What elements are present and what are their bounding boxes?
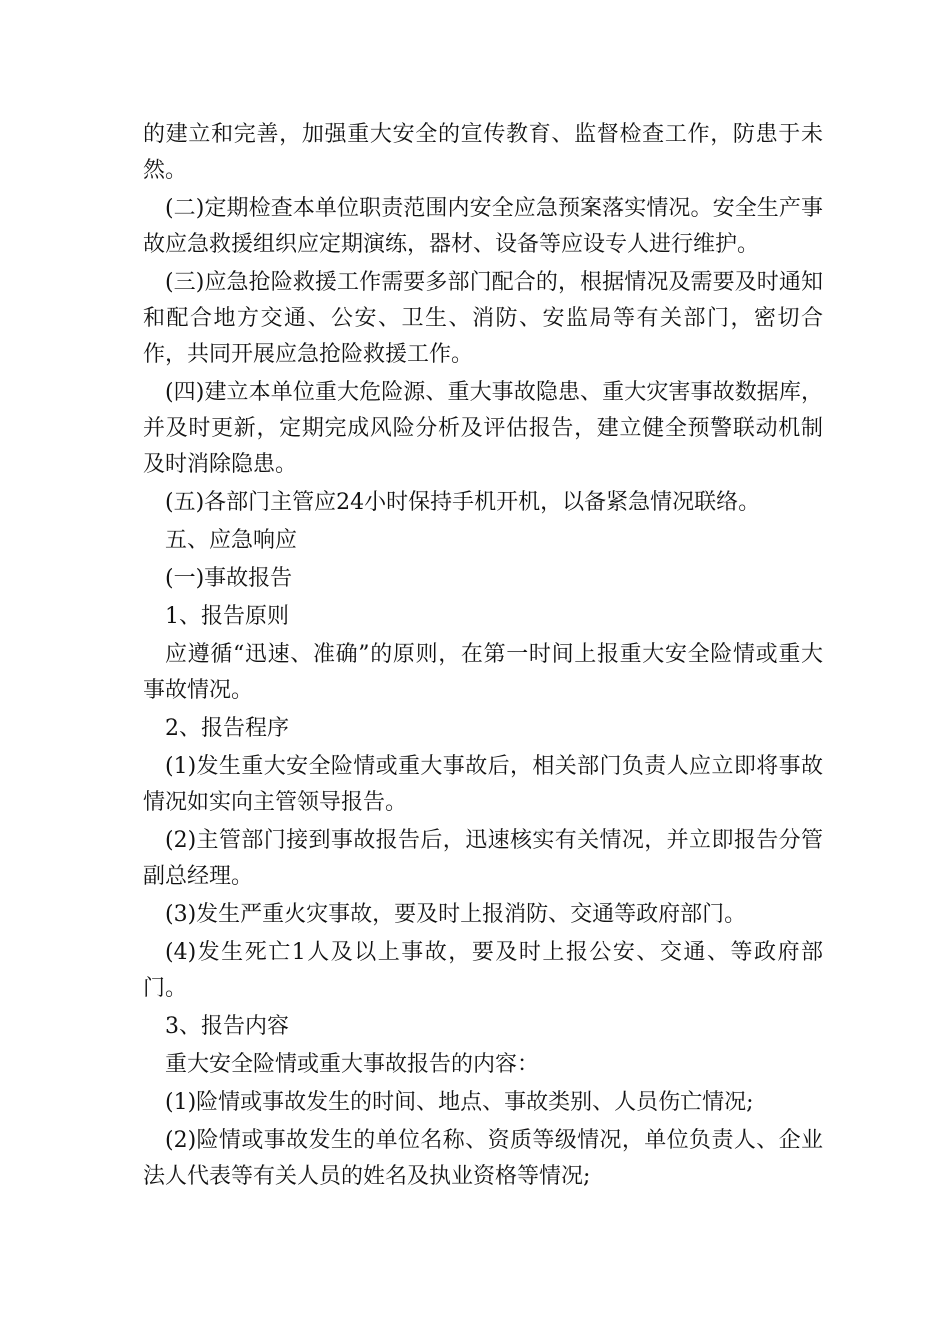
paragraph: 应遵循“迅速、准确”的原则，在第一时间上报重大安全险情或重大事故情况。 bbox=[143, 642, 823, 703]
paragraph: (三)应急抢险救援工作需要多部门配合的，根据情况及需要及时通知和配合地方交通、公安、卫生、消防、安监局等有关部门，密切合作，共同开展应急抢险救援工作。 bbox=[143, 270, 823, 367]
paragraph: (四)建立本单位重大危险源、重大事故隐患、重大灾害事故数据库，并及时更新，定期完成风险分析及评估报告，建立健全预警联动机制及时消除隐患。 bbox=[143, 380, 823, 477]
list-item: (1)险情或事故发生的时间、地点、事故类别、人员伤亡情况; bbox=[165, 1090, 754, 1115]
paragraph: 重大安全险情或重大事故报告的内容： bbox=[165, 1052, 540, 1077]
list-item: (1)发生重大安全险情或重大事故后，相关部门负责人应立即将事故情况如实向主管领导报告。 bbox=[143, 754, 823, 815]
list-item: (3)发生严重火灾事故，要及时上报消防、交通等政府部门。 bbox=[165, 902, 747, 927]
list-item: (2)主管部门接到事故报告后，迅速核实有关情况，并立即报告分管副总经理。 bbox=[143, 828, 823, 889]
subsection-heading: 1、报告原则 bbox=[165, 604, 289, 629]
list-item: (2)险情或事故发生的单位名称、资质等级情况，单位负责人、企业法人代表等有关人员的姓名及执业资格等情况; bbox=[143, 1128, 823, 1189]
paragraph: (二)定期检查本单位职责范围内安全应急预案落实情况。安全生产事故应急救援组织应定期演练，器材、设备等应设专人进行维护。 bbox=[143, 196, 823, 257]
subsection-heading: (一)事故报告 bbox=[165, 566, 293, 591]
subsection-heading: 2、报告程序 bbox=[165, 716, 289, 741]
subsection-heading: 3、报告内容 bbox=[165, 1014, 289, 1039]
list-item: (4)发生死亡1人及以上事故，要及时上报公安、交通、等政府部门。 bbox=[143, 940, 823, 1001]
paragraph: 的建立和完善，加强重大安全的宣传教育、监督检查工作，防患于未然。 bbox=[143, 122, 823, 183]
section-heading: 五、应急响应 bbox=[165, 528, 298, 553]
paragraph: (五)各部门主管应24小时保持手机开机，以备紧急情况联络。 bbox=[165, 490, 761, 515]
document-body bbox=[143, 117, 823, 1197]
